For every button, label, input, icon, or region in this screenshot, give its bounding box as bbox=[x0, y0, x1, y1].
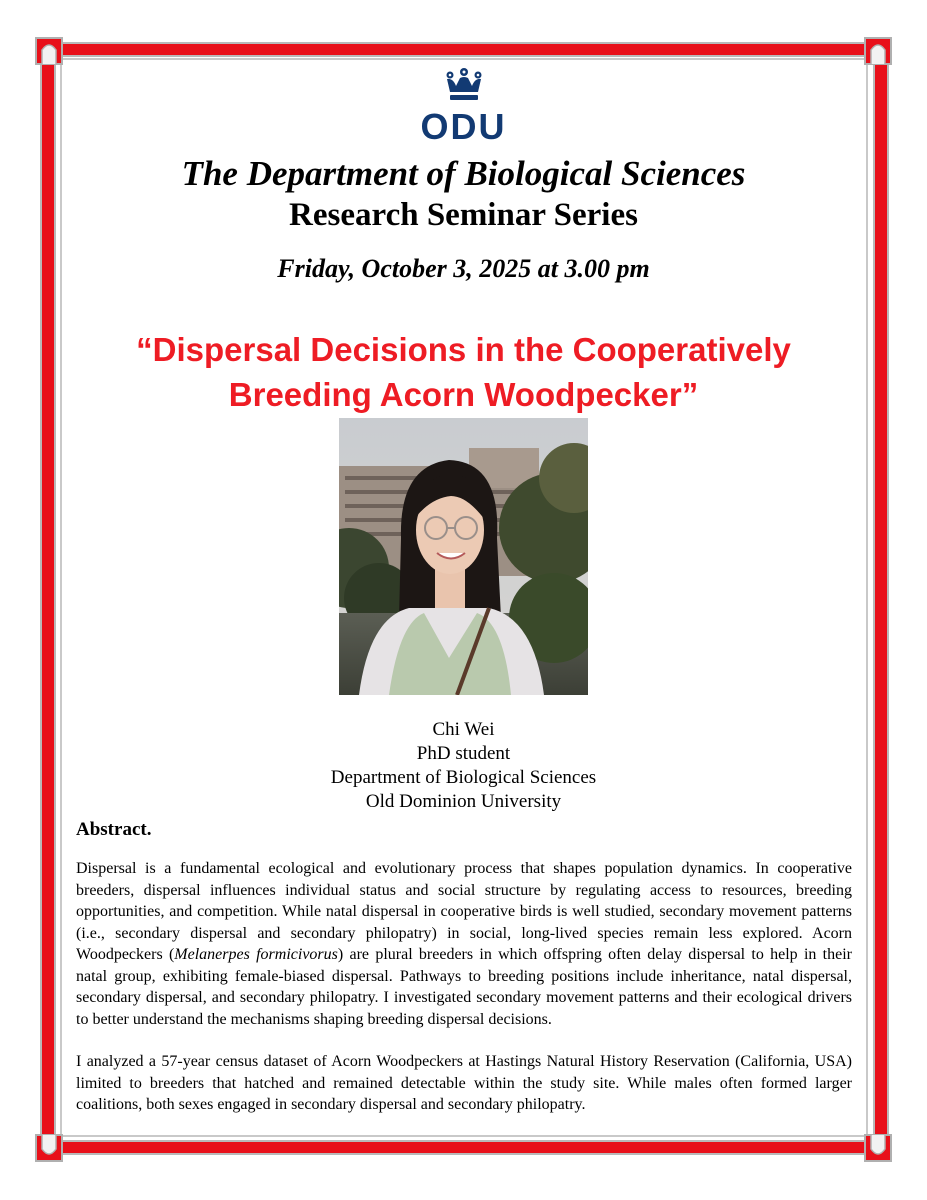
speaker-department: Department of Biological Sciences bbox=[330, 767, 597, 788]
series-heading: Research Seminar Series bbox=[289, 197, 638, 233]
border-corner-ornament bbox=[34, 36, 64, 66]
abstract-body bbox=[76, 858, 852, 1137]
talk-title-line: Breeding Acorn Woodpecker” bbox=[228, 376, 699, 413]
seminar-date: Friday, October 3, 2025 at 3.00 pm bbox=[277, 254, 650, 283]
talk-title bbox=[70, 327, 857, 417]
department-heading: The Department of Biological Sciences bbox=[181, 154, 746, 193]
abstract-paragraph: I analyzed a 57-year census dataset of Acorn Woodpeckers at Hastings Natural History Reservation (California, USA) limited to breeders that hatched and remained detectable within the study site. While males often formed larger coalitions, both sexes engaged in secondary dispersal and secondary philopatry. bbox=[76, 1053, 852, 1113]
speaker-university: Old Dominion University bbox=[365, 791, 562, 812]
border-corner-ornament bbox=[34, 1133, 64, 1163]
speaker-name: Chi Wei bbox=[432, 719, 495, 740]
speaker-role: PhD student bbox=[416, 743, 511, 764]
talk-title-line: “Dispersal Decisions in the Cooperatively bbox=[136, 331, 791, 368]
odu-logo bbox=[0, 66, 927, 146]
crown-icon bbox=[443, 66, 485, 102]
border-bottom bbox=[48, 1140, 879, 1155]
abstract-paragraph bbox=[76, 858, 852, 1030]
border-inner-top bbox=[62, 58, 866, 60]
speaker-info bbox=[0, 718, 927, 814]
border-corner-ornament bbox=[863, 1133, 893, 1163]
species-name: Melanerpes formicivorus bbox=[174, 946, 338, 963]
logo-wordmark: ODU bbox=[420, 106, 507, 147]
border-corner-ornament bbox=[863, 36, 893, 66]
border-top bbox=[48, 42, 879, 57]
abstract-text: ) are plural breeders in which offspring often delay dispersal to help in their natal group, exhibiting female-biased dispersal. Pathways to breeding positions include inheritance, natal dispersal, secondary dispersal, and secondary philopatry. I investigated secondary movement patterns and their ecological drivers to better understand the mechanisms shaping breeding dispersal decisions. bbox=[76, 946, 852, 1028]
abstract-text: Dispersal is a fundamental ecological and evolutionary process that shapes population dynamics. In cooperative breeders, dispersal influences individual status and social structure by regulating access to resources, breeding opportunities, and competition. While natal dispersal in cooperative birds is well studied, secondary movement patterns (i.e., secondary dispersal and secondary philopatry) in social, long-lived species remain less explored. Acorn Woodpeckers ( bbox=[76, 860, 852, 963]
speaker-photo bbox=[339, 418, 588, 695]
abstract-heading: Abstract. bbox=[76, 819, 152, 840]
